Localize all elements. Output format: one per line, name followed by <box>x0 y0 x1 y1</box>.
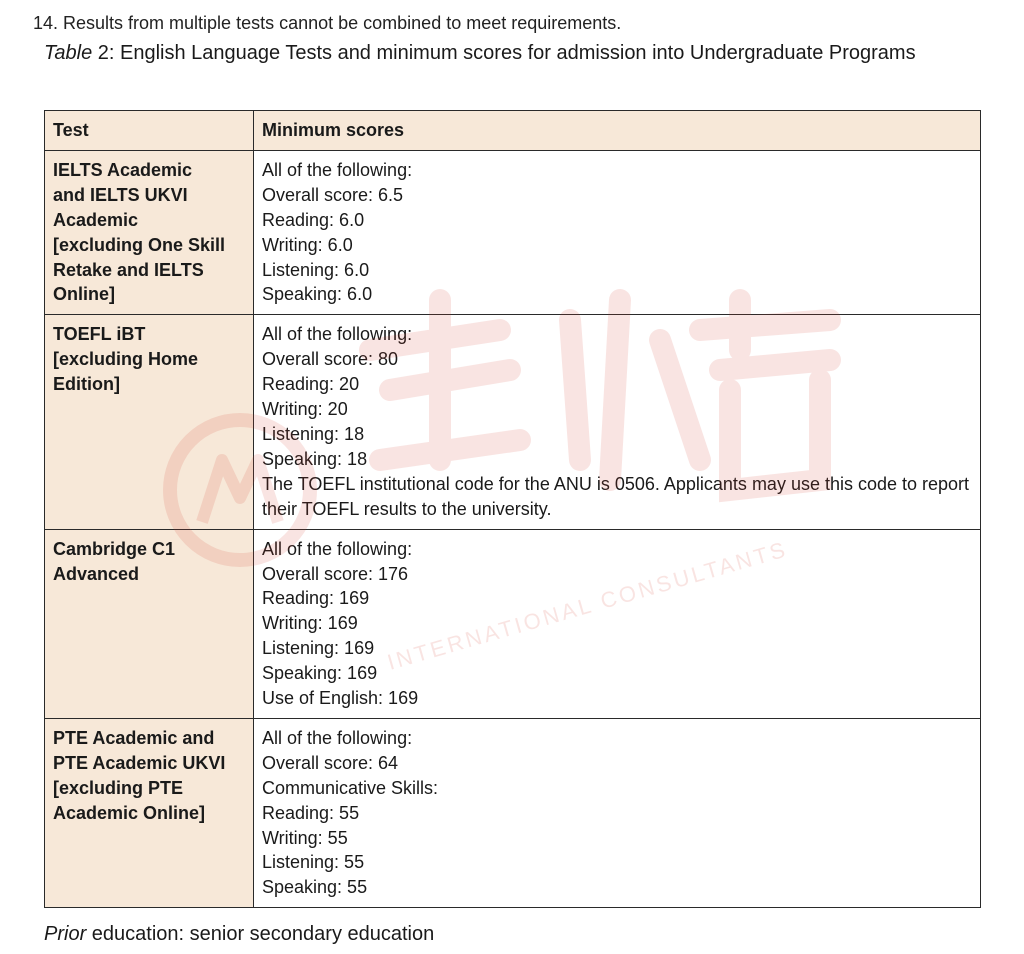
score-line: Overall score: 6.5 <box>262 184 404 205</box>
caption-text: 2: English Language Tests and minimum scores for admission into Undergraduate Programs <box>92 42 916 64</box>
score-line: Listening: 18 <box>262 423 365 444</box>
score-line: Overall score: 176 <box>262 563 409 584</box>
header-minimum-scores: Minimum scores <box>254 111 981 151</box>
test-name-ielts <box>45 150 254 314</box>
footer-text: education: senior secondary education <box>86 923 435 945</box>
prior-education <box>44 921 434 947</box>
score-line: All of the following: <box>262 538 413 559</box>
test-line: [excluding PTE <box>53 777 184 798</box>
test-line: IELTS Academic <box>53 159 193 180</box>
scores-ielts <box>254 150 981 314</box>
test-name-toefl <box>45 315 254 529</box>
score-line: All of the following: <box>262 727 413 748</box>
test-line: PTE Academic UKVI <box>53 752 226 773</box>
test-line: TOEFL iBT <box>53 324 146 345</box>
scores-cambridge <box>254 529 981 718</box>
test-line: PTE Academic and <box>53 727 215 748</box>
score-line: Writing: 169 <box>262 613 358 634</box>
score-line: Listening: 6.0 <box>262 259 370 280</box>
test-line: Advanced <box>53 563 140 584</box>
score-line: Speaking: 55 <box>262 877 368 898</box>
caption-label: Table <box>44 42 93 64</box>
score-line: Overall score: 80 <box>262 349 399 370</box>
test-line: Academic <box>53 209 139 230</box>
table-row-ielts <box>45 150 981 314</box>
score-line: Listening: 169 <box>262 638 375 659</box>
score-line: Writing: 55 <box>262 827 348 848</box>
table-caption <box>44 41 974 65</box>
score-line: Communicative Skills: <box>262 777 439 798</box>
test-line: [excluding Home <box>53 349 199 370</box>
score-line: Overall score: 64 <box>262 752 399 773</box>
test-line: [excluding One Skill <box>53 234 226 255</box>
score-line: Listening: 55 <box>262 852 365 873</box>
english-tests-table <box>44 110 981 908</box>
score-line: Writing: 20 <box>262 399 348 420</box>
score-line: Speaking: 6.0 <box>262 284 373 305</box>
test-line: Online] <box>53 284 115 305</box>
footer-label: Prior <box>44 923 87 945</box>
test-line: and IELTS UKVI <box>53 184 188 205</box>
table-row-cambridge <box>45 529 981 718</box>
score-line: Writing: 6.0 <box>262 234 353 255</box>
table-row-pte <box>45 718 981 907</box>
test-line: Retake and IELTS <box>53 259 204 280</box>
score-line: All of the following: <box>262 159 413 180</box>
score-line: All of the following: <box>262 324 413 345</box>
footnote-14: 14. Results from multiple tests cannot be combined to meet requirements. <box>33 13 622 33</box>
test-name-pte <box>45 718 254 907</box>
score-line: Reading: 169 <box>262 588 370 609</box>
table-header-row <box>45 111 981 151</box>
toefl-code-note: The TOEFL institutional code for the ANU is 0506. Applicants may use this code to report their TOEFL results to the university. <box>262 473 970 519</box>
score-line: Reading: 6.0 <box>262 209 365 230</box>
test-line: Edition] <box>53 374 120 395</box>
test-line: Academic Online] <box>53 802 206 823</box>
score-line: Reading: 20 <box>262 374 360 395</box>
score-line: Use of English: 169 <box>262 688 419 709</box>
scores-pte <box>254 718 981 907</box>
score-line: Speaking: 169 <box>262 663 378 684</box>
score-line: Speaking: 18 <box>262 448 368 469</box>
header-test: Test <box>45 111 254 151</box>
test-name-cambridge <box>45 529 254 718</box>
scores-toefl <box>254 315 981 529</box>
table-row-toefl <box>45 315 981 529</box>
score-line: Reading: 55 <box>262 802 360 823</box>
test-line: Cambridge C1 <box>53 538 176 559</box>
